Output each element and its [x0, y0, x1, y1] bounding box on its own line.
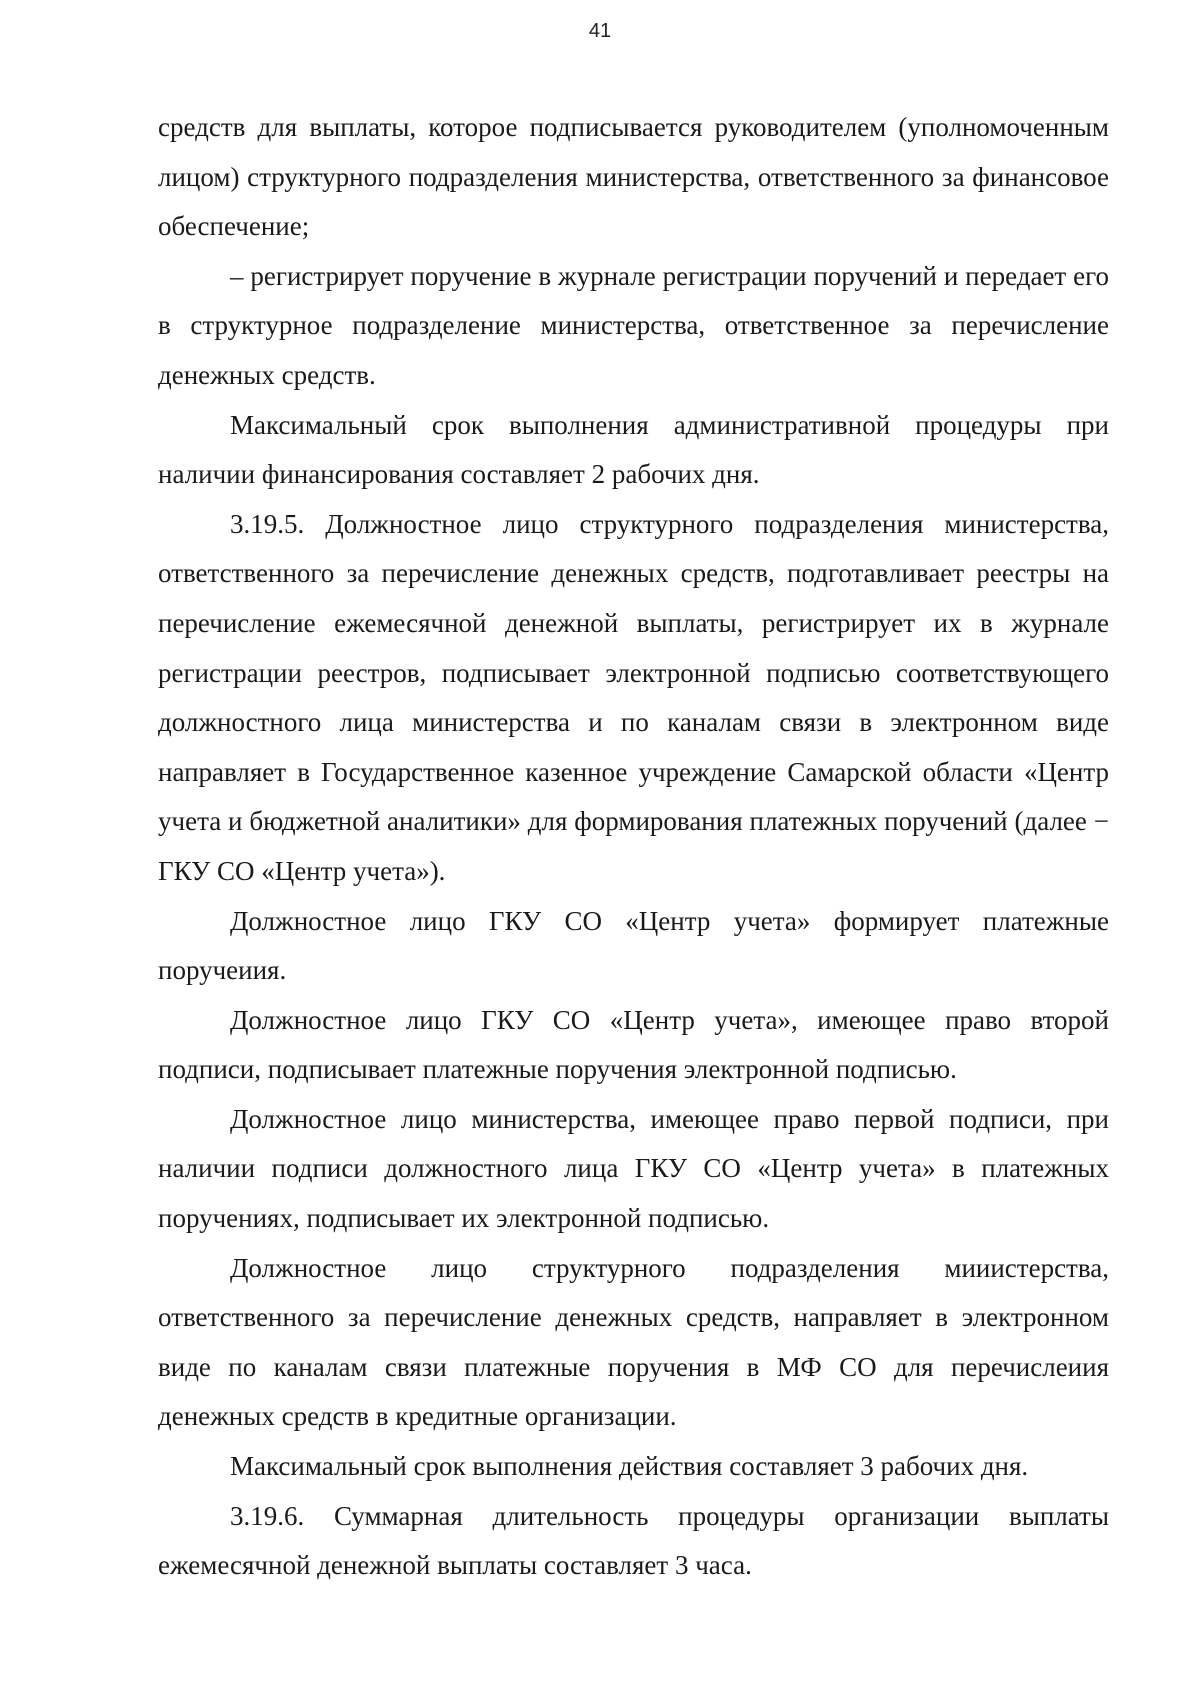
paragraph-payment-orders-formed: Должностное лицо ГКУ СО «Центр учета» формирует платежные поручеиия. — [158, 905, 1109, 986]
paragraph-max-term-action: Максимальный срок выполнения действия составляет 3 рабочих дня. — [230, 1451, 1029, 1482]
paragraph-register-order: – регистрирует поручение в журнале регистрации поручений и передает его в структурное подразделение министерства, ответственное за перечисление денежных средств. — [158, 260, 1109, 390]
paragraph-funding-signature: средств для выплаты, которое подписывается руководителем (уполномоченным лицом) структурного подразделения министерства, ответственного за финансовое обеспечение; — [158, 112, 1109, 242]
paragraph-max-term-procedure: Максимальный срок выполнения административной процедуры при наличии финансирования составляет 2 рабочих дня. — [158, 409, 1109, 490]
document-body — [158, 103, 1109, 1591]
paragraph-send-to-mf-so: Должностное лицо структурного подразделения мииистерства, ответственного за перечисление денежных средств, направляет в электронном виде по каналам связи платежные поручения в МФ СО для перечислеиия денежных средств в кредитные организации. — [158, 1252, 1109, 1432]
paragraph-second-signature: Должностное лицо ГКУ СО «Центр учета», имеющее право второй подписи, подписывает платежные поручения электронной подписью. — [158, 1004, 1109, 1085]
paragraph-3-19-5: 3.19.5. Должностное лицо структурного подразделения министерства, ответственного за перечисление денежных средств, подготавливает реестры на перечисление ежемесячной денежной выплаты, регистрирует их в журнале регистрации реестров, подписывает электронной подписью соответствующего должностного лица министерства и по каналам связи в электронном виде направляет в Государственное казенное учреждение Самарской области «Центр учета и бюджетной аналитики» для формирования платежных поручений (далее − ГКУ СО «Центр учета»). — [158, 508, 1109, 886]
paragraph-3-19-6: 3.19.6. Суммарная длительность процедуры организации выплаты ежемесячной денежной выплаты составляет 3 часа. — [158, 1500, 1109, 1581]
page-number: 41 — [588, 20, 612, 42]
paragraph-first-signature: Должностное лицо министерства, имеющее право первой подписи, при наличии подписи должностного лица ГКУ СО «Центр учета» в платежных поручениях, подписывает их электронной подписью. — [158, 1103, 1109, 1234]
